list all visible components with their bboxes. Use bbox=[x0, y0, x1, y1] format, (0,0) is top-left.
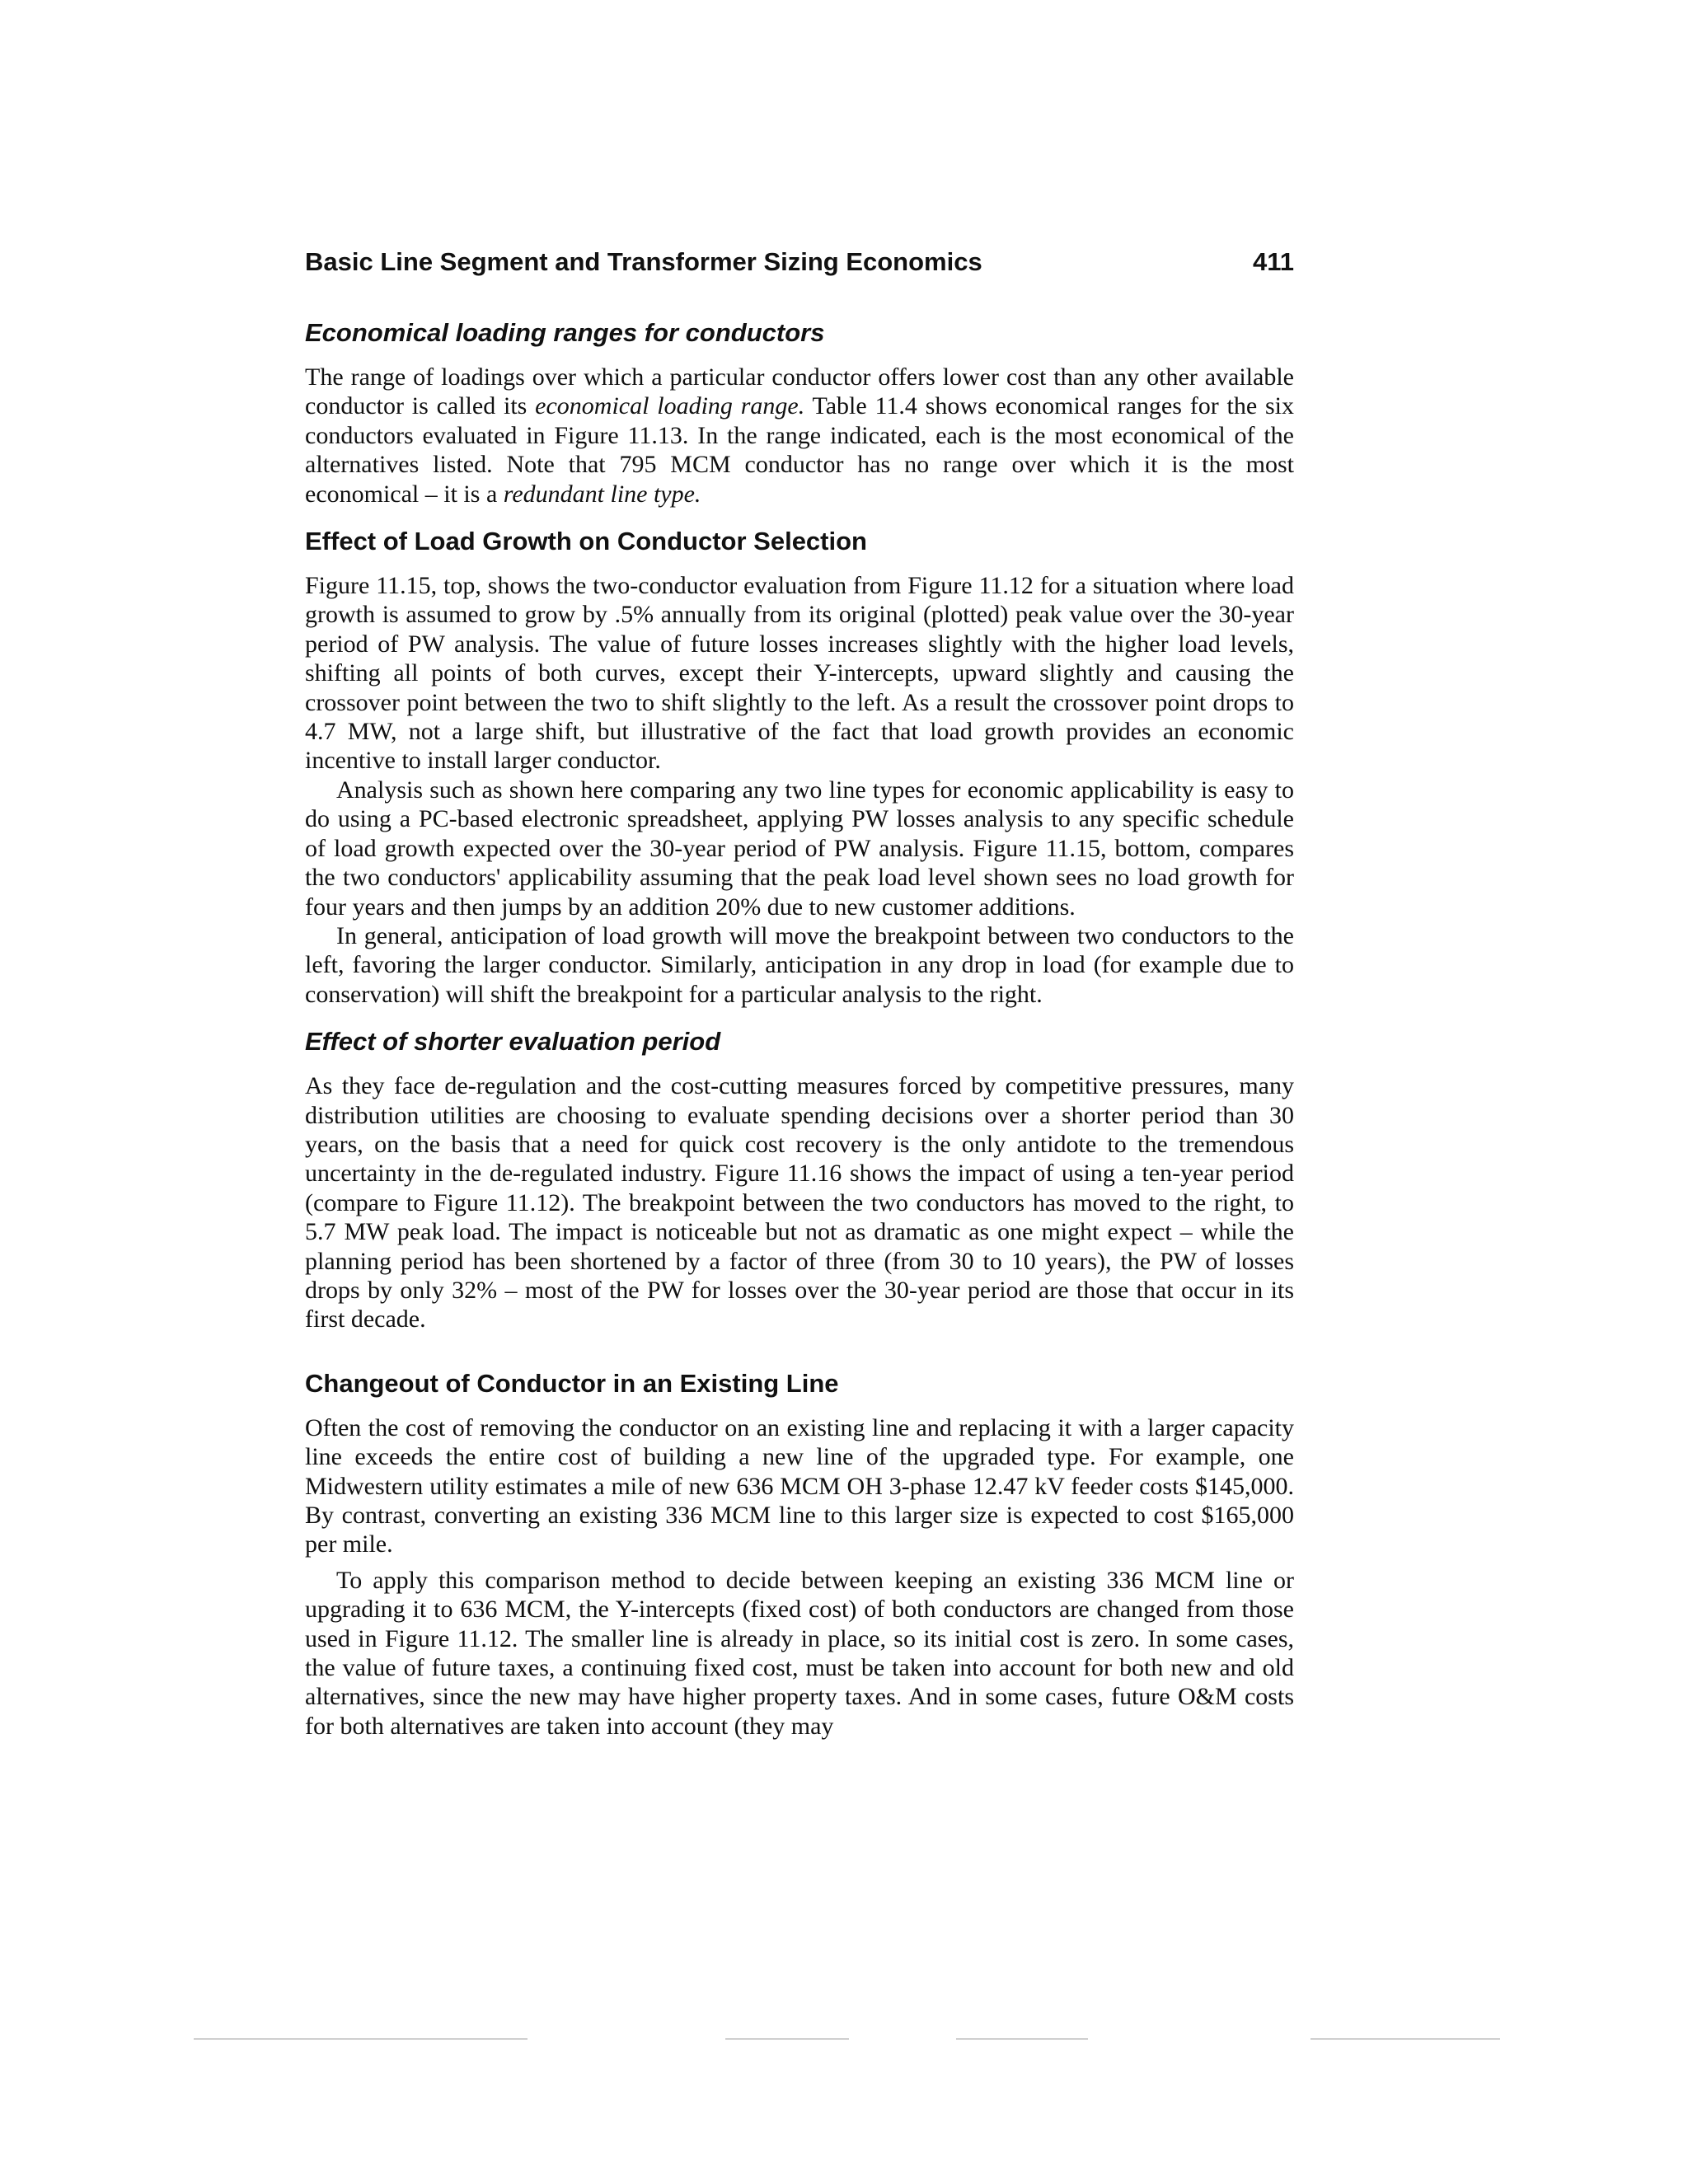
chapter-title: Basic Line Segment and Transformer Sizing Economics bbox=[305, 247, 982, 276]
paragraph: As they face de-regulation and the cost-cutting measures forced by competitive pressures, many distribution utilities are choosing to evaluate spending decisions over a shorter period than 30 years, on the basis that a need for quick cost recovery is the only antidote to the tremendous uncertainty in the de-regulated industry. Figure 11.16 shows the impact of using a ten-year period (compare to Figure 11.12). The breakpoint between the two conductors has moved to the right, to 5.7 MW peak load. The impact is noticeable but not as dramatic as one might expect – while the planning period has been shortened by a factor of three (from 30 to 10 years), the PW of losses drops by only 32% – most of the PW for losses over the 30-year period are those that occur in its first decade. bbox=[305, 1072, 1294, 1333]
scan-artifact-line bbox=[1311, 2038, 1500, 2040]
page-content bbox=[305, 247, 1294, 1741]
paragraph: Analysis such as shown here comparing any two line types for economic applicability is easy to do using a PC-based electronic spreadsheet, applying PW losses analysis to any specific schedule of load growth expected over the 30-year period of PW analysis. Figure 11.15, bottom, compares the two conductors' applicability assuming that the peak load level shown sees no load growth for four years and then jumps by an addition 20% due to new customer additions. bbox=[305, 776, 1294, 921]
scan-artifact-line bbox=[194, 2038, 528, 2040]
section-heading-shorter-period: Effect of shorter evaluation period bbox=[305, 1027, 721, 1057]
paragraph: Often the cost of removing the conductor on an existing line and replacing it with a larger capacity line exceeds the entire cost of building a new line of the upgraded type. For example, one Midwestern utility estimates a mile of new 636 MCM OH 3-phase 12.47 kV feeder costs $145,000. By contrast, converting an existing 336 MCM line to this larger size is expected to cost $165,000 per mile. bbox=[305, 1413, 1294, 1558]
paragraph: Figure 11.15, top, shows the two-conductor evaluation from Figure 11.12 for a situation where load growth is assumed to grow by .5% annually from its original (plotted) peak value over the 30-year period of PW analysis. The value of future losses increases slightly with the higher load levels, shifting all points of both curves, except their Y-intercepts, upward slightly and causing the crossover point between the two to shift slightly to the left. As a result the crossover point drops to 4.7 MW, not a large shift, but illustrative of the fact that load growth provides an economic incentive to install larger conductor. bbox=[305, 572, 1294, 775]
paragraph: The range of loadings over which a particular conductor offers lower cost than any other available conductor is called its economical loading range. Table 11.4 shows economical ranges for the six conductors evaluated in Figure 11.13. In the range indicated, each is the most economical of the alternatives listed. Note that 795 MCM conductor has no range over which it is the most economical – it is a redundant line type. bbox=[305, 363, 1294, 508]
paragraph: In general, anticipation of load growth will move the breakpoint between two conductors to the left, favoring the larger conductor. Similarly, anticipation in any drop in load (for example due to conservation) will shift the breakpoint for a particular analysis to the right. bbox=[305, 921, 1294, 1008]
page-number: 411 bbox=[1252, 247, 1294, 276]
scan-artifact-line bbox=[956, 2038, 1088, 2040]
section-heading-load-growth: Effect of Load Growth on Conductor Selection bbox=[305, 527, 867, 556]
section-heading-economical-loading: Economical loading ranges for conductors bbox=[305, 318, 825, 347]
section-heading-changeout: Changeout of Conductor in an Existing Line bbox=[305, 1368, 839, 1398]
running-header bbox=[305, 247, 1294, 277]
scan-artifact-line bbox=[725, 2038, 849, 2040]
paragraph: To apply this comparison method to decide between keeping an existing 336 MCM line or upgrading it to 636 MCM, the Y-intercepts (fixed cost) of both conductors are changed from those used in Figure 11.12. The smaller line is already in place, so its initial cost is zero. In some cases, the value of future taxes, a continuing fixed cost, must be taken into account for both new and old alternatives, since the new may have higher property taxes. And in some cases, future O&M costs for both alternatives are taken into account (they may bbox=[305, 1566, 1294, 1740]
